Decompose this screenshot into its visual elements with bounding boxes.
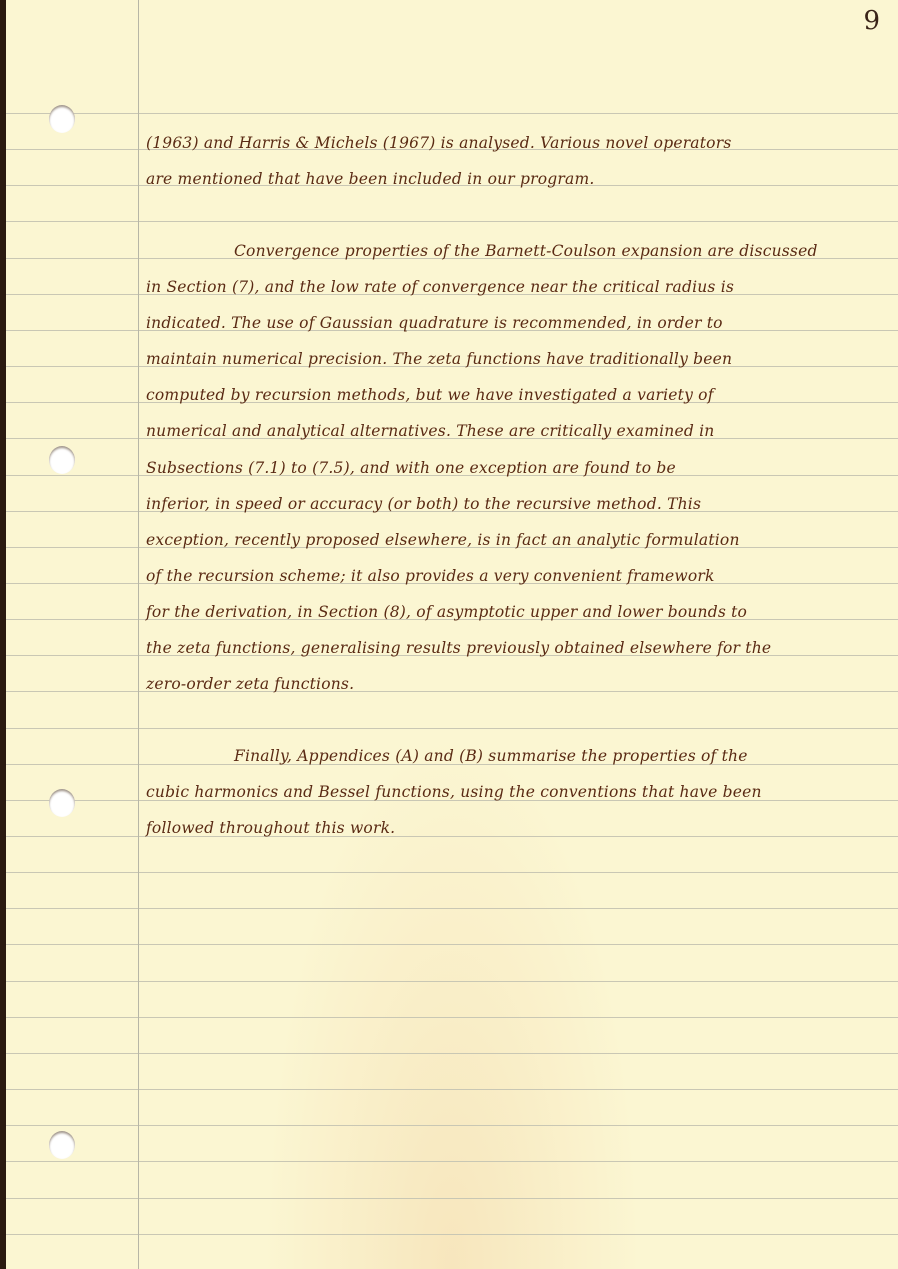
- text-line: exception, recently proposed elsewhere, is in fact an analytic formulation: [146, 531, 740, 549]
- text-line: for the derivation, in Section (8), of asymptotic upper and lower bounds to: [146, 603, 748, 621]
- text-line: are mentioned that have been included in our program.: [146, 170, 595, 188]
- ruled-line: [6, 728, 898, 729]
- ruled-line: [6, 872, 898, 873]
- ruled-line: [6, 908, 898, 909]
- ruled-line: [6, 1053, 898, 1054]
- punch-hole: [49, 446, 75, 474]
- text-line: the zeta functions, generalising results previously obtained elsewhere for the: [146, 639, 772, 657]
- text-line: cubic harmonics and Bessel functions, using the conventions that have been: [146, 783, 762, 801]
- ruled-line: [6, 1198, 898, 1199]
- text-line: Subsections (7.1) to (7.5), and with one exception are found to be: [146, 459, 676, 477]
- text-line: (1963) and Harris & Michels (1967) is analysed. Various novel operators: [146, 134, 732, 152]
- ruled-line: [6, 1017, 898, 1018]
- ruled-line: [6, 113, 898, 114]
- text-line: of the recursion scheme; it also provides a very convenient framework: [146, 567, 715, 585]
- page-number: 9: [863, 6, 880, 36]
- text-line: indicated. The use of Gaussian quadrature is recommended, in order to: [146, 314, 723, 332]
- text-line: in Section (7), and the low rate of convergence near the critical radius is: [146, 278, 735, 296]
- ruled-line: [6, 981, 898, 982]
- punch-hole: [49, 789, 75, 817]
- ruled-line: [6, 1089, 898, 1090]
- punch-hole: [49, 1131, 75, 1159]
- ruled-line: [6, 1161, 898, 1162]
- ruled-line: [6, 221, 898, 222]
- text-line: followed throughout this work.: [146, 819, 396, 837]
- text-line: numerical and analytical alternatives. These are critically examined in: [146, 422, 715, 440]
- notebook-page: [6, 0, 898, 1269]
- ruled-line: [6, 1125, 898, 1126]
- text-line: zero-order zeta functions.: [146, 675, 355, 693]
- ruled-line: [6, 944, 898, 945]
- margin-line: [138, 0, 139, 1269]
- text-line: computed by recursion methods, but we have investigated a variety of: [146, 386, 714, 404]
- text-line: maintain numerical precision. The zeta functions have traditionally been: [146, 350, 733, 368]
- text-line: inferior, in speed or accuracy (or both) to the recursive method. This: [146, 495, 702, 513]
- ruled-line: [6, 1234, 898, 1235]
- punch-hole: [49, 105, 75, 133]
- text-line: Convergence properties of the Barnett-Coulson expansion are discussed: [234, 242, 818, 260]
- text-line: Finally, Appendices (A) and (B) summarise the properties of the: [234, 747, 748, 765]
